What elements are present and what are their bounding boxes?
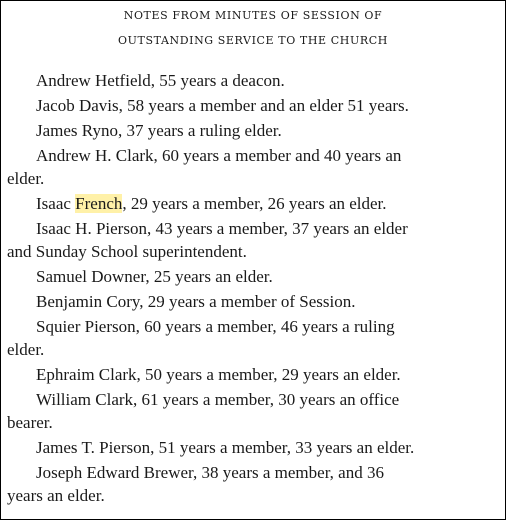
entry-line: Jacob Davis, 58 years a member and an elder 51 years. bbox=[36, 96, 409, 115]
entry-line: Benjamin Cory, 29 years a member of Session. bbox=[36, 292, 356, 311]
highlighted-word: French bbox=[75, 194, 123, 213]
entry-line: Ephraim Clark, 50 years a member, 29 years an elder. bbox=[36, 365, 401, 384]
entry-line: James Ryno, 37 years a ruling elder. bbox=[36, 121, 282, 140]
entry-line-continued: bearer. bbox=[7, 413, 53, 432]
entry-text-after: , 29 years a member, 26 years an elder. bbox=[122, 194, 387, 213]
entry-line bbox=[36, 194, 387, 214]
entry-line-continued: and Sunday School superintendent. bbox=[7, 242, 247, 261]
entry-line: Andrew H. Clark, 60 years a member and 40 years an bbox=[36, 146, 402, 165]
entry-text-before: Isaac bbox=[36, 194, 76, 213]
entry-line: William Clark, 61 years a member, 30 years an office bbox=[36, 390, 400, 409]
entry-line-continued: years an elder. bbox=[7, 486, 105, 505]
heading-line-1: NOTES FROM MINUTES OF SESSION OF bbox=[123, 9, 383, 22]
entry-line: Squier Pierson, 60 years a member, 46 years a ruling bbox=[36, 317, 395, 336]
entry-line: Samuel Downer, 25 years an elder. bbox=[36, 267, 273, 286]
entry-line-continued: elder. bbox=[7, 169, 45, 188]
entry-line: Isaac H. Pierson, 43 years a member, 37 years an elder bbox=[36, 219, 408, 238]
entry-line: James T. Pierson, 51 years a member, 33 years an elder. bbox=[36, 438, 415, 457]
entry-line-continued: elder. bbox=[7, 340, 45, 359]
heading-line-2: OUTSTANDING SERVICE TO THE CHURCH bbox=[118, 34, 388, 47]
entry-line: Andrew Hetfield, 55 years a deacon. bbox=[36, 71, 285, 90]
entry-line: Joseph Edward Brewer, 38 years a member, and 36 bbox=[36, 463, 384, 482]
